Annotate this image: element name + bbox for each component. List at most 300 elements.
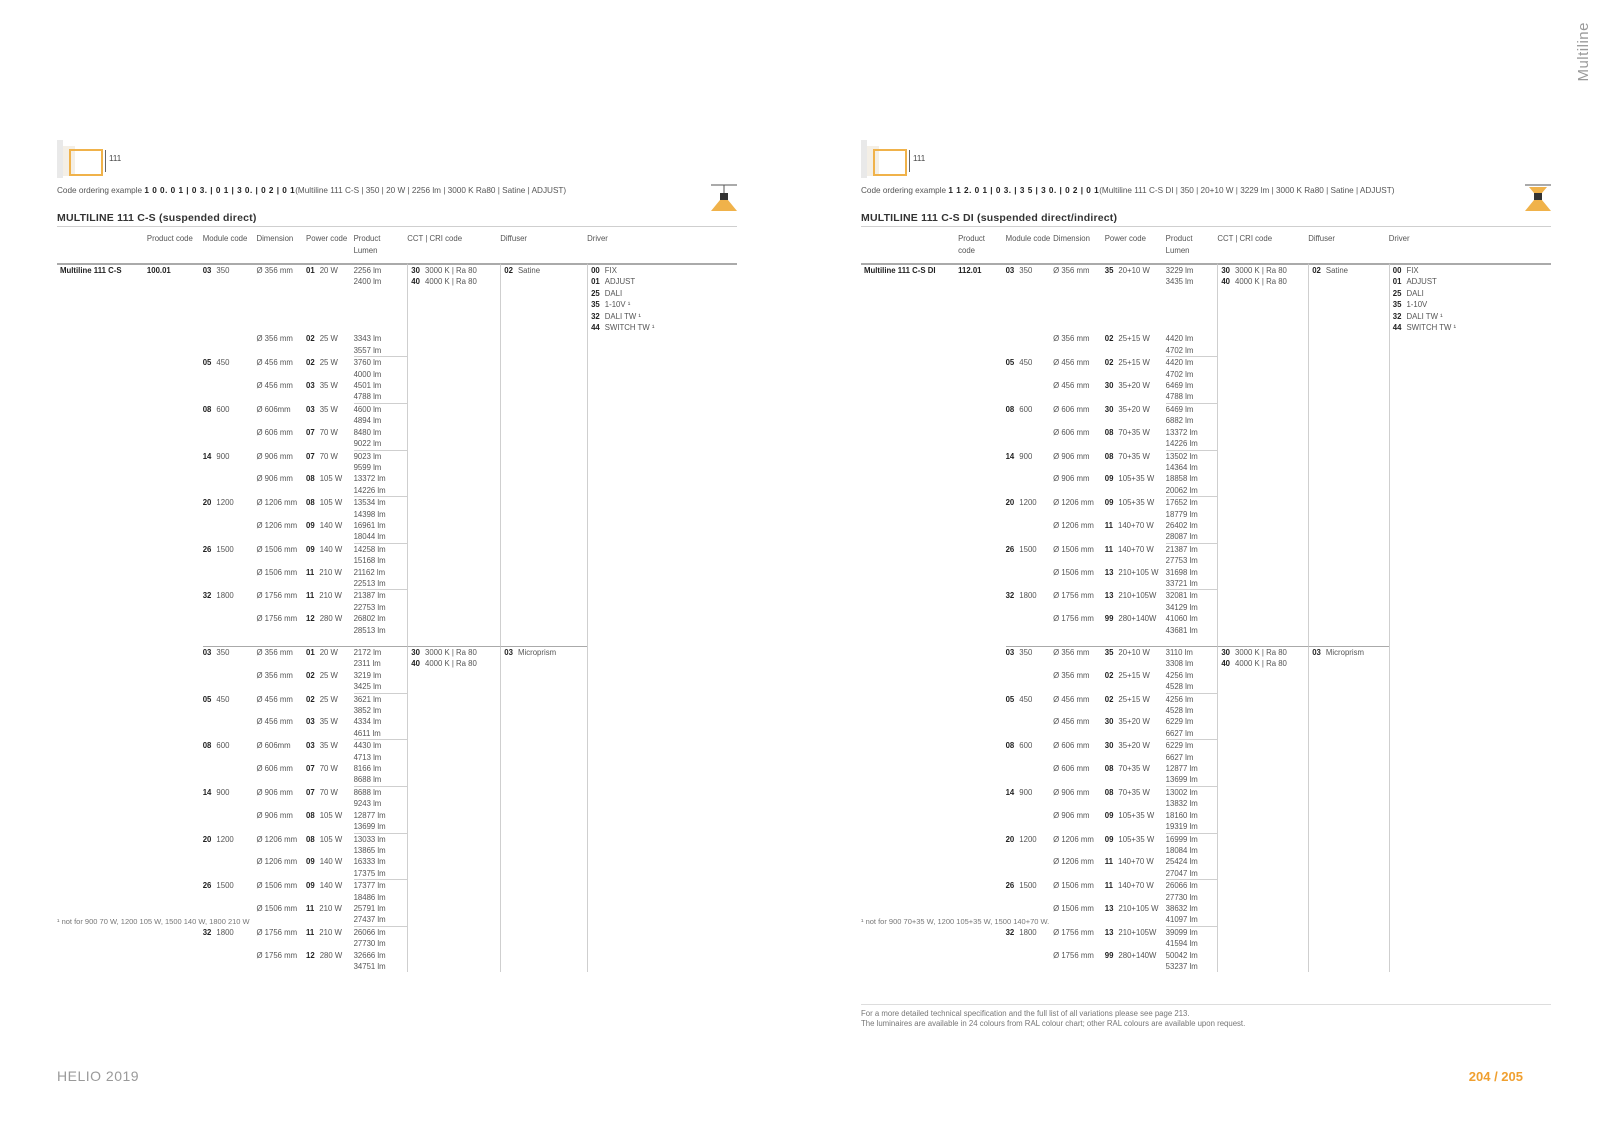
lumen-value: 32081 lm xyxy=(1165,591,1198,601)
code: 08 xyxy=(1104,764,1114,774)
group-spacer xyxy=(861,636,1551,646)
lumen-value: 13699 lm xyxy=(353,822,386,832)
module-cell xyxy=(203,473,257,497)
cct-cell xyxy=(407,763,500,787)
lumen-value: 16999 lm xyxy=(1165,834,1198,844)
lumen-cell xyxy=(354,451,408,474)
lumen-cell xyxy=(354,263,408,333)
diffuser-cell xyxy=(500,927,587,950)
code: 35 xyxy=(1104,266,1114,275)
dimension-cell: Ø 906 mm xyxy=(256,810,293,820)
lumen-value: 4894 lm xyxy=(353,416,382,426)
code: 30 xyxy=(411,266,420,275)
module-cell xyxy=(203,787,257,810)
diffuser-cell xyxy=(1308,856,1389,880)
cct-cell xyxy=(1217,787,1308,810)
power-cell xyxy=(1105,763,1166,787)
module-cell xyxy=(1006,646,1054,670)
dimension-cell: Ø 1206 mm xyxy=(256,834,298,844)
column-header-product-code: Product code xyxy=(958,234,985,255)
diffuser-cell xyxy=(1308,404,1389,427)
driver-option xyxy=(591,276,737,287)
table-row xyxy=(57,834,737,857)
power-cell xyxy=(1105,670,1166,694)
module-cell xyxy=(203,880,257,903)
module-value: 32 1800 xyxy=(1005,927,1037,937)
code: 03 xyxy=(202,266,212,275)
product-code-cell xyxy=(147,520,203,544)
module-cell xyxy=(1006,333,1054,357)
product-name-cell xyxy=(861,810,958,834)
power-cell xyxy=(1105,740,1166,763)
lumen-value: 4420 lm xyxy=(1165,334,1194,344)
driver-cell xyxy=(1389,544,1551,567)
table-row xyxy=(861,263,1551,333)
column-header-blank xyxy=(861,227,958,263)
dimension-cell: Ø 1756 mm xyxy=(256,927,298,937)
lumen-value: 12877 lm xyxy=(1165,764,1198,774)
driver-cell xyxy=(1389,590,1551,613)
lumen-value: 25791 lm xyxy=(353,903,386,913)
module-value: 32 1800 xyxy=(202,927,234,937)
spacer-cell xyxy=(1217,636,1308,646)
module-cell xyxy=(1006,427,1054,451)
cct-cell xyxy=(407,903,500,927)
module-value: 03 350 xyxy=(1005,648,1033,657)
lumen-cell xyxy=(354,520,408,544)
cct-value: 30 3000 K | Ra 80 xyxy=(411,266,477,275)
power-cell xyxy=(1105,497,1166,520)
order-description: (Multiline 111 C-S DI | 350 | 20+10 W | 3229 lm | 3000 K Ra80 | Satine | ADJUST) xyxy=(1099,186,1395,195)
lumen-cell xyxy=(1166,263,1218,333)
code: 11 xyxy=(1104,881,1113,891)
code: 13 xyxy=(1104,567,1114,577)
product-code-cell xyxy=(147,613,203,636)
footnote: ¹ not for 900 70+35 W, 1200 105+35 W, 1500 140+70 W. xyxy=(861,917,1050,926)
table-title: MULTILINE 111 C-S DI (suspended direct/indirect) xyxy=(861,212,1118,224)
power-value: 02 25 W xyxy=(306,670,338,680)
driver-cell xyxy=(587,834,737,857)
dimension-cell: Ø 456 mm xyxy=(1053,358,1090,368)
dimension-cell: Ø 1506 mm xyxy=(256,903,298,913)
table-row xyxy=(57,880,737,903)
footer-info xyxy=(861,1004,1551,1029)
power-value: 35 20+10 W xyxy=(1104,648,1150,657)
product-name-cell xyxy=(57,856,147,880)
code: 03 xyxy=(1005,648,1015,657)
cct-cell xyxy=(1217,427,1308,451)
module-cell xyxy=(1006,590,1054,613)
lumen-value: 34751 lm xyxy=(353,961,386,971)
module-cell xyxy=(203,716,257,740)
product-name-cell xyxy=(861,880,958,903)
lumen-value: 28513 lm xyxy=(353,625,386,635)
dimension-cell: Ø 456 mm xyxy=(1053,717,1090,727)
code: 01 xyxy=(591,277,600,287)
footnote: ¹ not for 900 70 W, 1200 105 W, 1500 140 W, 1800 210 W xyxy=(57,917,250,926)
driver-cell xyxy=(587,590,737,613)
footer-info-line: The luminaires are available in 24 colours from RAL colour chart; other RAL colours are available upon request. xyxy=(861,1019,1246,1028)
product-code-cell xyxy=(147,880,203,903)
lumen-cell xyxy=(1166,880,1218,903)
code: 07 xyxy=(306,451,315,461)
product-code-cell xyxy=(958,646,1006,670)
code: 03 xyxy=(1312,648,1321,657)
driver-cell xyxy=(587,333,737,357)
code: 05 xyxy=(202,694,212,704)
product-code-cell xyxy=(147,333,203,357)
code: 32 xyxy=(1392,311,1402,321)
power-cell xyxy=(306,880,354,903)
diffuser-cell xyxy=(1308,787,1389,810)
cct-option xyxy=(411,265,500,276)
power-value: 01 20 W xyxy=(306,648,338,657)
power-value: 03 35 W xyxy=(306,741,338,751)
module-cell xyxy=(203,763,257,787)
product-name-cell xyxy=(861,544,958,567)
driver-value: 44 SWITCH TW ¹ xyxy=(1392,323,1457,333)
product-name-cell xyxy=(861,927,958,950)
code: 01 xyxy=(1392,277,1402,287)
code: 11 xyxy=(306,903,315,913)
power-cell xyxy=(1105,787,1166,810)
code: 35 xyxy=(1392,300,1402,310)
module-cell xyxy=(203,927,257,950)
driver-cell xyxy=(1389,567,1551,591)
spacer-cell xyxy=(1105,636,1166,646)
order-example xyxy=(57,186,737,200)
lumen-cell xyxy=(354,646,408,670)
power-cell xyxy=(306,451,354,474)
table-row xyxy=(57,427,737,451)
code: 14 xyxy=(202,787,212,797)
product-name-cell xyxy=(57,613,147,636)
module-value: 14 900 xyxy=(202,787,230,797)
lumen-value: 2256 lm xyxy=(353,266,382,275)
power-value: 08 70+35 W xyxy=(1104,451,1150,461)
product-name-cell xyxy=(861,567,958,591)
diffuser-cell xyxy=(1308,950,1389,973)
table-row xyxy=(57,694,737,717)
code: 08 xyxy=(1104,427,1114,437)
driver-cell xyxy=(1389,357,1551,380)
table-row xyxy=(861,763,1551,787)
lumen-value: 50042 lm xyxy=(1165,950,1198,960)
lumen-value: 12877 lm xyxy=(353,810,386,820)
column-header-product-lumen: Product Lumen xyxy=(1165,234,1193,255)
driver-cell xyxy=(1389,694,1551,717)
power-cell xyxy=(306,590,354,613)
cct-cell xyxy=(1217,670,1308,694)
module-cell xyxy=(203,427,257,451)
lumen-value: 41097 lm xyxy=(1165,915,1198,925)
lumen-cell xyxy=(354,880,408,903)
table-row xyxy=(57,380,737,404)
dimension-cell: Ø 1756 mm xyxy=(1053,614,1094,624)
lumen-value: 4611 lm xyxy=(353,728,381,738)
product-code-cell xyxy=(958,567,1006,591)
cct-option xyxy=(1221,276,1308,287)
driver-cell xyxy=(587,740,737,763)
product-name-cell xyxy=(57,716,147,740)
driver-value: 00 FIX xyxy=(1392,266,1419,275)
power-cell xyxy=(1105,950,1166,973)
dimension-cell: Ø 1206 mm xyxy=(256,520,298,530)
lumen-value: 33721 lm xyxy=(1165,578,1198,588)
driver-cell xyxy=(1389,380,1551,404)
cct-cell xyxy=(1217,404,1308,427)
spec-table xyxy=(861,227,1551,972)
diffuser-cell xyxy=(500,810,587,834)
lumen-value: 4528 lm xyxy=(1165,706,1194,716)
cct-option xyxy=(411,276,500,287)
lumen-cell xyxy=(1166,404,1218,427)
driver-cell xyxy=(1389,950,1551,973)
module-cell xyxy=(203,544,257,567)
module-value: 20 1200 xyxy=(202,498,234,508)
product-code-cell xyxy=(958,404,1006,427)
lumen-value: 13832 lm xyxy=(1165,799,1198,809)
lumen-cell xyxy=(354,763,408,787)
product-code-cell xyxy=(147,856,203,880)
module-value: 20 1200 xyxy=(1005,498,1037,508)
code: 32 xyxy=(1005,927,1015,937)
lumen-cell xyxy=(1166,903,1218,927)
power-value: 02 25+15 W xyxy=(1104,694,1150,704)
spacer-cell xyxy=(861,636,958,646)
driver-value: 44 SWITCH TW ¹ xyxy=(591,323,655,333)
suspended-direct-indirect-lamp-icon xyxy=(1523,183,1553,213)
lumen-value: 3229 lm xyxy=(1165,266,1194,275)
code: 20 xyxy=(1005,498,1015,508)
column-header-product-lumen: Product Lumen xyxy=(353,234,381,255)
code: 03 xyxy=(1005,266,1015,275)
lumen-value: 3110 lm xyxy=(1165,648,1193,657)
module-cell xyxy=(203,694,257,717)
lumen-value: 4788 lm xyxy=(1165,392,1194,402)
power-value: 30 35+20 W xyxy=(1104,717,1150,727)
lumen-value: 13033 lm xyxy=(353,834,386,844)
lumen-cell xyxy=(354,670,408,694)
lumen-value: 18779 lm xyxy=(1165,509,1198,519)
diffuser-option xyxy=(504,265,587,276)
module-cell xyxy=(1006,856,1054,880)
power-cell xyxy=(306,404,354,427)
power-value: 09 140 W xyxy=(306,857,343,867)
code: 20 xyxy=(1005,834,1015,844)
product-code-cell xyxy=(958,544,1006,567)
power-value: 11 140+70 W xyxy=(1104,544,1154,554)
power-value: 08 70+35 W xyxy=(1104,787,1150,797)
product-name-cell xyxy=(57,567,147,591)
lumen-cell xyxy=(1166,613,1218,636)
driver-cell xyxy=(1389,473,1551,497)
power-value: 09 140 W xyxy=(306,520,343,530)
module-cell xyxy=(1006,613,1054,636)
module-cell xyxy=(203,646,257,670)
column-header-blank xyxy=(57,227,147,263)
cct-cell xyxy=(407,544,500,567)
power-cell xyxy=(1105,544,1166,567)
lumen-value: 26066 lm xyxy=(353,927,386,937)
product-code-cell xyxy=(147,473,203,497)
power-cell xyxy=(306,740,354,763)
cct-cell xyxy=(407,740,500,763)
product-name-cell xyxy=(861,333,958,357)
product-name-cell xyxy=(57,810,147,834)
order-description: (Multiline 111 C-S | 350 | 20 W | 2256 lm | 3000 K Ra80 | Satine | ADJUST) xyxy=(295,186,567,195)
driver-cell xyxy=(1389,646,1551,670)
product-name-cell xyxy=(861,263,958,333)
cct-cell xyxy=(1217,473,1308,497)
power-value: 07 70 W xyxy=(306,427,338,437)
lumen-value: 34129 lm xyxy=(1165,602,1198,612)
code: 01 xyxy=(306,648,315,657)
code: 09 xyxy=(1104,474,1114,484)
lumen-value: 6882 lm xyxy=(1165,416,1194,426)
cct-cell xyxy=(407,646,500,670)
code: 11 xyxy=(306,591,315,601)
product-name-cell xyxy=(861,716,958,740)
cct-cell xyxy=(1217,740,1308,763)
dimension-cell: Ø 906 mm xyxy=(256,451,293,461)
code: 03 xyxy=(306,381,315,391)
lumen-value: 4430 lm xyxy=(353,741,382,751)
lumen-value: 43681 lm xyxy=(1165,625,1198,635)
table-row xyxy=(861,740,1551,763)
diffuser-cell xyxy=(1308,613,1389,636)
product-name-cell xyxy=(861,856,958,880)
code: 02 xyxy=(306,358,315,368)
spacer-cell xyxy=(57,636,147,646)
driver-cell xyxy=(1389,927,1551,950)
product-code-cell xyxy=(147,694,203,717)
lumen-cell xyxy=(354,856,408,880)
dimension-cell: Ø 1506 mm xyxy=(256,567,298,577)
code: 32 xyxy=(202,927,212,937)
product-name-cell xyxy=(861,740,958,763)
lumen-value: 13865 lm xyxy=(353,845,386,855)
lumen-cell xyxy=(1166,950,1218,973)
dimension-cell: Ø 606 mm xyxy=(256,764,293,774)
module-cell xyxy=(203,520,257,544)
power-value: 02 25 W xyxy=(306,334,338,344)
driver-value: 35 1-10V xyxy=(1392,300,1428,310)
module-cell xyxy=(203,497,257,520)
diffuser-cell xyxy=(500,694,587,717)
power-cell xyxy=(1105,903,1166,927)
code: 14 xyxy=(202,451,212,461)
diffuser-cell xyxy=(1308,263,1389,333)
driver-cell xyxy=(1389,427,1551,451)
driver-value: 25 DALI xyxy=(591,288,623,298)
dimension-cell: Ø 356 mm xyxy=(256,670,293,680)
power-cell xyxy=(1105,427,1166,451)
power-cell xyxy=(306,903,354,927)
diffuser-cell xyxy=(1308,903,1389,927)
lumen-value: 27730 lm xyxy=(353,939,386,949)
power-value: 11 140+70 W xyxy=(1104,520,1154,530)
driver-cell xyxy=(587,263,737,333)
product-name-cell xyxy=(57,880,147,903)
diffuser-cell xyxy=(1308,763,1389,787)
driver-cell xyxy=(587,694,737,717)
code: 30 xyxy=(1104,381,1114,391)
table-row xyxy=(57,613,737,636)
driver-value: 32 DALI TW ¹ xyxy=(1392,311,1443,321)
lumen-cell xyxy=(1166,590,1218,613)
driver-cell xyxy=(587,716,737,740)
lumen-cell xyxy=(354,380,408,404)
power-value: 03 35 W xyxy=(306,381,338,391)
driver-value: 25 DALI xyxy=(1392,288,1424,298)
driver-option xyxy=(591,311,737,322)
dimension-cell: Ø 1206 mm xyxy=(1053,857,1094,867)
lumen-cell xyxy=(1166,834,1218,857)
power-value: 02 25+15 W xyxy=(1104,670,1150,680)
diffuser-cell xyxy=(500,451,587,474)
power-cell xyxy=(306,497,354,520)
panel-c-s-di xyxy=(861,140,1551,972)
code: 08 xyxy=(306,474,315,484)
driver-cell xyxy=(587,544,737,567)
dimension-cell: Ø 906 mm xyxy=(256,474,293,484)
product-code-cell xyxy=(958,263,1006,333)
diffuser-value: 03 Microprism xyxy=(1312,648,1365,657)
power-value: 12 280 W xyxy=(306,614,343,624)
module-value: 32 1800 xyxy=(202,591,234,601)
code: 02 xyxy=(306,334,315,344)
lumen-value: 27753 lm xyxy=(1165,556,1198,566)
power-cell xyxy=(1105,520,1166,544)
code: 08 xyxy=(1005,404,1015,414)
footer-info-line: For a more detailed technical specification and the full list of all variations please see page 213. xyxy=(861,1009,1190,1018)
module-cell xyxy=(1006,927,1054,950)
product-code-cell xyxy=(958,427,1006,451)
driver-value: 01 ADJUST xyxy=(591,277,636,287)
dimension-cell: Ø 456 mm xyxy=(256,358,293,368)
driver-cell xyxy=(1389,903,1551,927)
product-code-cell xyxy=(147,646,203,670)
product-name-cell xyxy=(57,497,147,520)
diffuser-cell xyxy=(1308,670,1389,694)
product-name-cell xyxy=(861,590,958,613)
product-name-cell xyxy=(861,473,958,497)
module-cell xyxy=(203,740,257,763)
lumen-value: 41594 lm xyxy=(1165,939,1198,949)
code: 08 xyxy=(306,498,315,508)
diffuser-cell xyxy=(500,950,587,973)
lumen-value: 26402 lm xyxy=(1165,520,1198,530)
diffuser-cell xyxy=(1308,497,1389,520)
module-value: 32 1800 xyxy=(1005,591,1037,601)
lumen-value: 18486 lm xyxy=(353,892,386,902)
spacer-cell xyxy=(1006,636,1054,646)
table-row xyxy=(57,497,737,520)
lumen-value: 3425 lm xyxy=(353,682,382,692)
module-cell xyxy=(1006,716,1054,740)
table-row xyxy=(861,427,1551,451)
driver-cell xyxy=(587,613,737,636)
product-name-cell xyxy=(861,834,958,857)
power-value: 11 210 W xyxy=(306,567,342,577)
code: 02 xyxy=(306,670,315,680)
lumen-cell xyxy=(1166,497,1218,520)
table-row xyxy=(861,670,1551,694)
product-name-cell xyxy=(861,646,958,670)
lumen-value: 2172 lm xyxy=(353,648,382,657)
code: 09 xyxy=(306,881,315,891)
